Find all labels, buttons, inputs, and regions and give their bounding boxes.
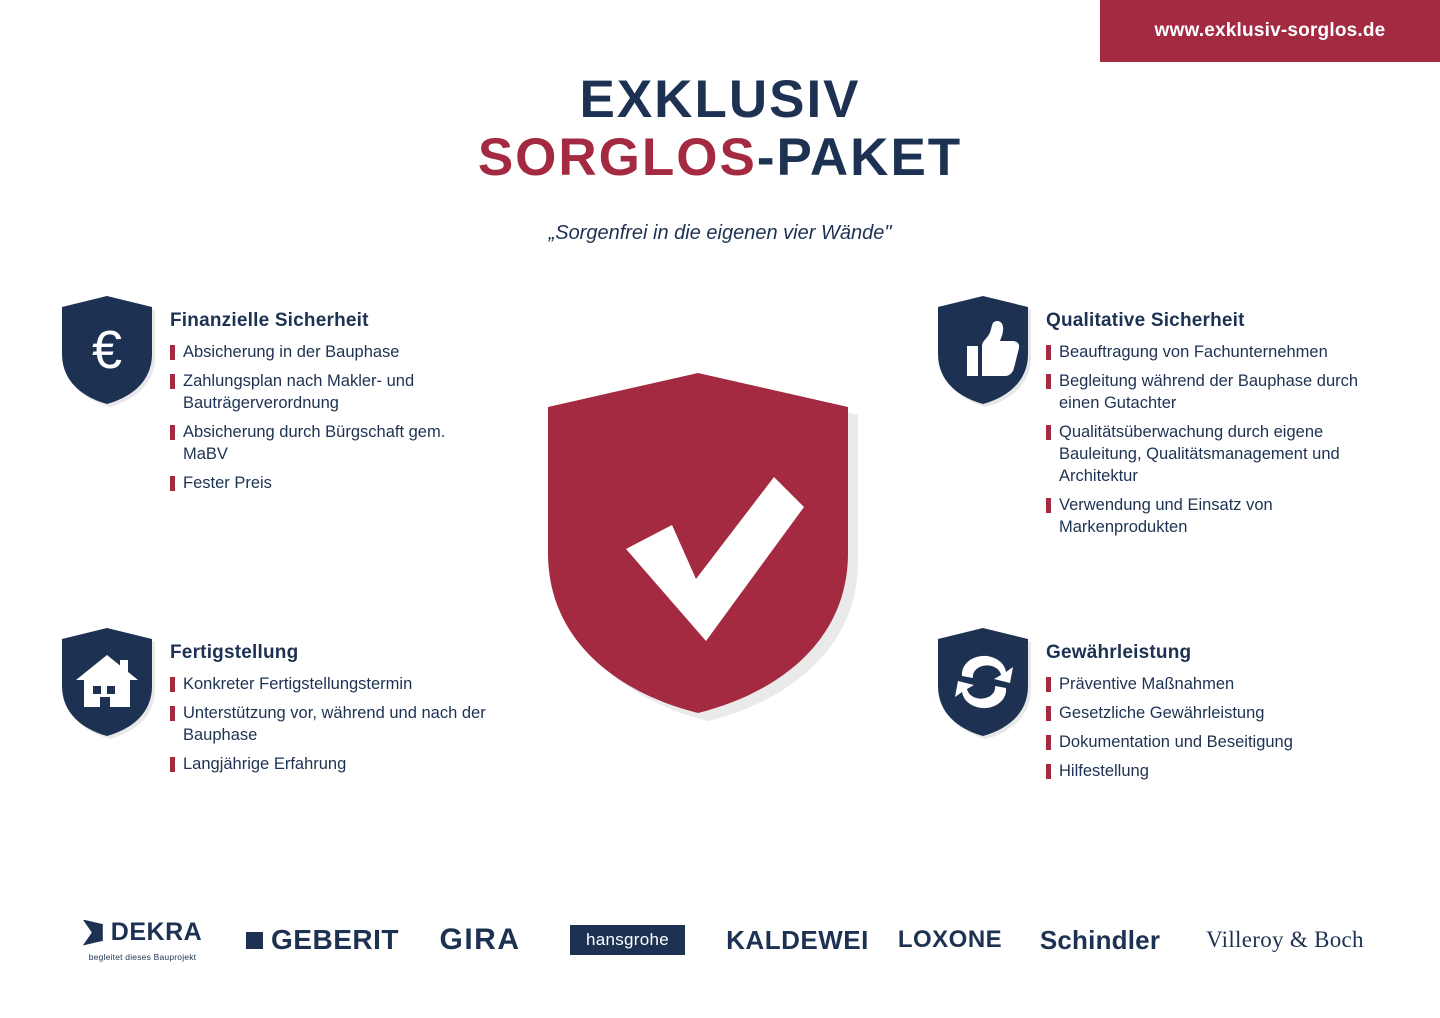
list-item: Unterstützung vor, während und nach der Bauphase [170,703,492,747]
section-bullet-list [170,342,492,495]
list-item: Langjährige Erfahrung [170,754,492,776]
logo-label: GIRA [439,923,521,956]
dekra-mark-icon [83,920,103,946]
logo-kaldewei [710,925,885,956]
shield-euro-icon [62,296,158,408]
list-item: Gesetzliche Gewährleistung [1046,703,1293,725]
title-sorglos: SORGLOS [477,127,757,187]
section-title: Qualitative Sicherheit [1046,310,1245,331]
list-item: Absicherung in der Bauphase [170,342,492,364]
shield-check-icon [548,373,868,728]
list-item: Verwendung und Einsatz von Markenprodukten [1046,495,1398,539]
section-bullet-list [1046,342,1398,539]
section-quality [938,296,1398,546]
section-completion [62,628,492,783]
logo-label: DEKRA [110,918,203,946]
title-paket: -PAKET [756,127,963,187]
section-title: Fertigstellung [170,642,299,663]
page-subtitle: „Sorgenfrei in die eigenen vier Wände" [548,222,892,244]
logo-loxone [885,926,1015,954]
logo-label: Villeroy & Boch [1206,927,1364,952]
logo-label: GEBERIT [271,924,399,955]
logo-label: Schindler [1039,924,1161,955]
geberit-square-icon [246,932,263,949]
shield-house-icon [62,628,158,740]
list-item: Hilfestellung [1046,761,1293,783]
website-url-text: www.exklusiv-sorglos.de [1154,20,1386,41]
website-url-banner [1100,0,1440,62]
list-item: Absicherung durch Bürgschaft gem. MaBV [170,422,492,466]
shield-thumbsup-icon [938,296,1034,408]
logo-schindler [1015,925,1185,956]
title-line-1: EXKLUSIV [579,70,861,129]
section-bullet-list [170,674,492,776]
logo-gira [415,923,545,957]
list-item: Fester Preis [170,473,492,495]
logo-geberit [230,924,415,956]
logo-label: LOXONE [897,926,1003,953]
section-title: Gewährleistung [1046,642,1192,663]
list-item: Beauftragung von Fachunternehmen [1046,342,1398,364]
list-item: Präventive Maßnahmen [1046,674,1293,696]
logo-label: hansgrohe [570,925,685,955]
logo-tagline: begleitet dieses Bauprojekt [88,952,197,962]
page-title [0,72,1440,187]
section-title: Finanzielle Sicherheit [170,310,369,331]
section-financial [62,296,492,502]
list-item: Dokumentation und Beseitigung [1046,732,1293,754]
logo-label: KALDEWEI [726,924,869,955]
list-item: Qualitätsüberwachung durch eigene Bauleitung, Qualitätsmanagement und Architektur [1046,422,1398,488]
svg-text:€: € [91,320,123,380]
shield-arrows-icon [938,628,1034,740]
logo-villeroy-boch [1185,927,1385,953]
logo-hansgrohe [545,925,710,955]
title-line-2 [0,128,1440,187]
section-bullet-list [1046,674,1293,783]
partner-logo-row [0,900,1440,980]
section-warranty [938,628,1398,790]
list-item: Begleitung während der Bauphase durch einen Gutachter [1046,371,1398,415]
logo-dekra [55,918,230,962]
list-item: Zahlungsplan nach Makler- und Bauträgerverordnung [170,371,492,415]
list-item: Konkreter Fertigstellungstermin [170,674,492,696]
